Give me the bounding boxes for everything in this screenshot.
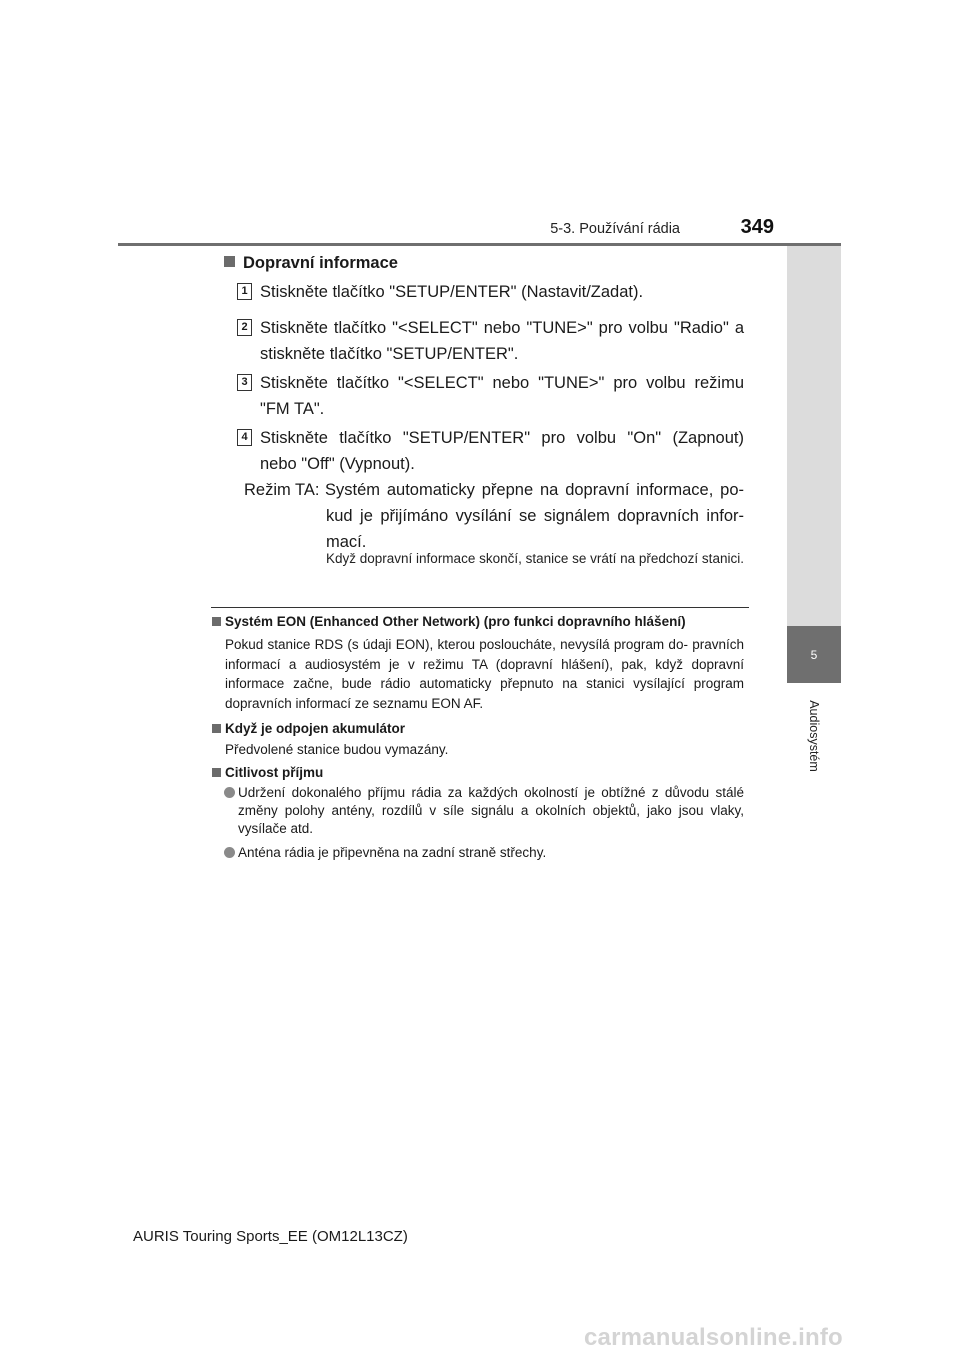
list-item-text: Udržení dokonalého příjmu rádia za každých okolností je obtížné z důvodu stálé změny polohy antény, rozdílů v síle signálu a okolních objektů, jako jsou vlaky, vysílače atd. (238, 785, 744, 836)
info-heading-text: Systém EON (Enhanced Other Network) (pro funkci dopravního hlášení) (225, 614, 686, 629)
info-heading (212, 614, 686, 629)
page-number: 349 (740, 216, 774, 238)
list-item (224, 784, 744, 838)
header-section-title: 5-3. Používání rádia (550, 221, 680, 237)
chapter-number-tab (787, 626, 841, 683)
step-text: Stiskněte tlačítko "SETUP/ENTER" pro volbu "On" (Zapnout) nebo "Off" (Vypnout). (260, 429, 744, 473)
note-text: Systém automaticky přepne na dopravní informace, po- kud je přijímáno vysílání se signálem dopravních infor- mací. (325, 481, 744, 551)
circle-bullet-icon (224, 847, 235, 858)
info-body: Předvolené stanice budou vymazány. (225, 742, 449, 757)
info-heading-text: Citlivost příjmu (225, 765, 324, 780)
step-text: Stiskněte tlačítko "<SELECT" nebo "TUNE>" pro volbu režimu "FM TA". (260, 374, 744, 418)
step-text: Stiskněte tlačítko "<SELECT" nebo "TUNE>" pro volbu "Radio" a stiskněte tlačítko "SETUP/ENTER". (260, 319, 744, 363)
section-title (224, 254, 398, 273)
square-bullet-icon (212, 768, 221, 777)
info-heading-text: Když je odpojen akumulátor (225, 721, 406, 736)
note-small-text: Když dopravní informace skončí, stanice se vrátí na předchozí stanici. (326, 551, 744, 566)
header-rule (118, 243, 841, 246)
chapter-tab-strip (787, 246, 841, 626)
list-item (224, 844, 744, 862)
section-title-text: Dopravní informace (243, 254, 398, 272)
note-label: Režim TA: (244, 481, 320, 499)
square-bullet-icon (224, 256, 235, 267)
step-number-badge: 1 (237, 283, 252, 300)
list-item-text: Anténa rádia je připevněna na zadní straně střechy. (238, 845, 547, 860)
chapter-label: Audiosystém (807, 700, 821, 772)
info-heading (212, 765, 323, 780)
info-heading (212, 721, 405, 736)
circle-bullet-icon (224, 787, 235, 798)
info-body: Pokud stanice RDS (s údaji EON), kterou posloucháte, nevysílá program do- pravních informací a audiosystém je v režimu TA (dopravní hlášení), pak, když dopravní informace začne, bude rádio automaticky přepnuto na stanici vysílající program dopravních informací ze seznamu EON AF. (225, 637, 744, 711)
square-bullet-icon (212, 724, 221, 733)
info-divider (211, 607, 749, 608)
square-bullet-icon (212, 617, 221, 626)
footer-model-code: AURIS Touring Sports_EE (OM12L13CZ) (133, 1228, 408, 1245)
step-number-badge: 4 (237, 429, 252, 446)
step-number-badge: 2 (237, 319, 252, 336)
step-text: Stiskněte tlačítko "SETUP/ENTER" (Nastavit/Zadat). (260, 283, 644, 301)
watermark: carmanualsonline.info (584, 1324, 843, 1351)
step-number-badge: 3 (237, 374, 252, 391)
chapter-number: 5 (810, 647, 818, 662)
